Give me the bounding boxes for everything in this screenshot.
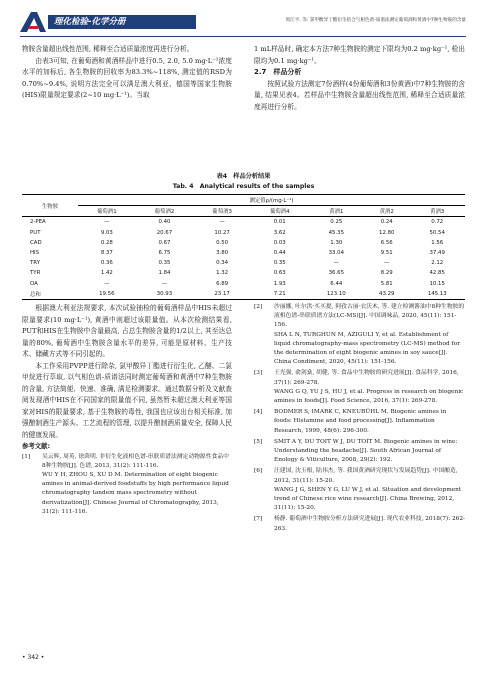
value-cell: 10.15 xyxy=(429,280,445,287)
value-cell: 1.56 xyxy=(431,239,444,246)
amine-name-cell: 2-PEA xyxy=(30,219,46,226)
value-cell: 1.32 xyxy=(216,270,229,277)
value-cell: 23.17 xyxy=(193,289,251,300)
results-table xyxy=(22,194,465,300)
value-cell: 37.49 xyxy=(429,250,445,257)
reference-item xyxy=(254,303,465,367)
row-header-cell: 生物胺 xyxy=(22,195,78,217)
reference-item xyxy=(254,467,465,513)
reference-text: 杨静. 葡萄酒中生物胺分析方法研究进展[J]. 现代农业科技, 2018(7): 262-263. xyxy=(274,516,466,532)
value-cell: 0.28 xyxy=(100,239,113,246)
reference-item xyxy=(22,453,232,517)
column-header-cell: 黄酒2 xyxy=(364,206,409,217)
table-row xyxy=(22,258,465,268)
value-cell: 0.03 xyxy=(273,239,286,246)
reference-number: [2] xyxy=(254,304,263,310)
header-rule xyxy=(20,36,466,37)
value-cell: 43.29 xyxy=(364,289,409,300)
value-cell: — xyxy=(384,260,390,267)
body-paragraph: 按照试验方法测定7份酒样(4份葡萄酒和3份黄酒)中7种生物胺的含量, 结果见表4。若样品中生物胺含量超出线性范围, 稀释至合适质量浓度再进行分析。 xyxy=(254,79,465,111)
value-cell: 42.85 xyxy=(429,270,445,277)
table-caption-en: Tab. 4 Analytical results of the samples xyxy=(172,183,315,190)
value-cell: 50.54 xyxy=(429,229,445,236)
value-cell: — xyxy=(333,260,339,267)
value-cell: 1.84 xyxy=(158,270,171,277)
group-header-cell: 测定值ρ/(mg·L⁻¹) xyxy=(78,195,465,206)
value-cell: 8.37 xyxy=(100,250,113,257)
reference-number: [7] xyxy=(254,516,263,523)
reference-number: [6] xyxy=(254,468,263,475)
reference-text: 吴云辉, 周英, 徐茵明. 非衍生化液相色谱-串联质谱法测定动物源性食品中8种生物胺[J]. 色谱, 2013, 31(2): 111-116. WU Y H, ZHOU S, XU D M. Determination of eight biogenic amines in animal-derived foodstuffs by high performance liquid chromatography tandem mass spectrometry without derivatization[J]. Chinese Journal of Chromatography, 2013, 31(2): 111-116. xyxy=(42,453,229,515)
table-row xyxy=(22,238,465,248)
value-cell: 145.13 xyxy=(409,289,465,300)
value-cell: 0.36 xyxy=(100,260,113,267)
reference-number: [4] xyxy=(254,409,263,416)
bottom-right-column xyxy=(254,303,465,536)
reference-text: 汪建国, 沈玉根, 陆伟杰, 等. 我国黄酒研究现状与发展趋势[J]. 中国酿造, 2012, 31(11): 15-20. WANG J G, SHEN Y G, LU W J, et al. Situation and development trend of Chinese rice wine research[J]. China Brewing, 2012, 31(11): 15-20. xyxy=(274,468,462,512)
amine-name-cell: TYR xyxy=(30,270,41,277)
value-cell: 7.21 xyxy=(251,289,309,300)
references-list xyxy=(22,453,232,517)
table-row xyxy=(22,289,465,300)
value-cell: 9.03 xyxy=(100,229,113,236)
value-cell: 6.44 xyxy=(330,280,343,287)
journal-header xyxy=(20,12,466,34)
reference-item xyxy=(254,515,465,533)
reference-text: BODMER S, IMARK C, KNEUBÜHL M. Biogenic amines in foods: Histamine and food processing[J]. Inflammation Research, 1999, 48(6): 296-300. xyxy=(274,409,447,434)
value-cell: — xyxy=(104,219,110,226)
value-cell: 30.93 xyxy=(136,289,194,300)
table-row xyxy=(22,228,465,238)
value-cell: 0.72 xyxy=(431,219,444,226)
journal-logo-text: 理化检验-化学分册 xyxy=(48,15,196,29)
table-row xyxy=(22,268,465,278)
value-cell: 1.93 xyxy=(273,280,286,287)
body-paragraph: 物胺含量超出线性范围, 稀释至合适质量浓度再进行分析。 xyxy=(22,45,194,53)
value-cell: 0.35 xyxy=(158,260,171,267)
value-cell: 0.44 xyxy=(273,250,286,257)
body-paragraph: 由表3可知, 在葡萄酒和黄酒样品中进行0.5, 2.0, 5.0 mg·L⁻¹浓度水平的加标后, 各生物胺的回收率为83.3%~118%, 测定值的RSD为0.70%~9.4%, 说明方法完全可以满足澳大利亚、德国等国家生物胺(HIS)限量规定要求(2~10 mg·L⁻¹)。当取 xyxy=(22,56,232,99)
references-title: 参考文献: xyxy=(22,442,51,450)
value-cell: 19.56 xyxy=(78,289,136,300)
column-header-cell: 黄酒3 xyxy=(409,206,465,217)
value-cell: 36.65 xyxy=(328,270,345,277)
value-cell: 0.63 xyxy=(273,270,286,277)
value-cell: 3.80 xyxy=(216,250,229,257)
amine-name-cell: 总和 xyxy=(22,289,78,300)
value-cell: 20.67 xyxy=(156,229,173,236)
running-head: 周江平, 等: 氯甲酸异丁酯衍生结合气相色谱-质谱法测定葡萄酒和黄酒中7种生物胺的含量 xyxy=(285,18,466,23)
value-cell: 0.24 xyxy=(380,219,393,226)
column-header-cell: 葡萄酒2 xyxy=(136,206,194,217)
results-table-block xyxy=(22,172,465,300)
value-cell: 0.67 xyxy=(158,239,171,246)
value-cell: 6.89 xyxy=(216,280,229,287)
top-right-column xyxy=(254,44,465,113)
value-cell: 1.30 xyxy=(330,239,343,246)
reference-item xyxy=(254,408,465,436)
amine-name-cell: CAD xyxy=(30,239,42,246)
reference-item xyxy=(254,438,465,466)
column-header-cell: 葡萄酒4 xyxy=(251,206,309,217)
value-cell: 0.25 xyxy=(330,219,343,226)
amine-name-cell: TRY xyxy=(30,260,40,267)
value-cell: 3.62 xyxy=(273,229,286,236)
value-cell: 12.80 xyxy=(379,229,395,236)
body-paragraph: 本工作采用PVPP进行除杂, 氯甲酸异丁酯进行衍生化, 乙醚、二氯甲烷进行萃取, 以气相色谱-质谱法同时测定葡萄酒和黄酒中7种生物胺的含量, 方法简便、快速、准确, 满足检测要求。通过数据分析及文献查阅发现酒中HIS在不同国家的限量值不同, 虽然暂未超过澳大利亚等国家对HIS的限量要求, 基于生物胺的毒性, 我国也应该出台相关标准, 加强酿制酒生产源头、工艺流程的管理, 以提升酿制酒质量安全, 保障人民的健康发展。 xyxy=(22,361,232,439)
table-row xyxy=(22,279,465,289)
value-cell: 0.50 xyxy=(216,239,229,246)
value-cell: 0.01 xyxy=(273,219,286,226)
value-cell: 45.35 xyxy=(328,229,345,236)
value-cell: 6.56 xyxy=(380,239,393,246)
value-cell: 6.75 xyxy=(158,250,171,257)
column-header-cell: 黄酒1 xyxy=(309,206,364,217)
column-header-cell: 葡萄酒1 xyxy=(78,206,136,217)
bottom-left-column xyxy=(22,303,232,519)
amine-name-cell: PUT xyxy=(30,229,41,236)
value-cell: 0.40 xyxy=(158,219,171,226)
reference-text: SMIT A Y, DU TOIT W J, DU TOIT M. Biogenic amines in wine: Understanding the headache[J]. South African Journal of Enology & Viticulture, 2008, 29(2): 192. xyxy=(274,438,458,464)
reference-item xyxy=(254,369,465,406)
value-cell: 2.12 xyxy=(431,260,444,267)
references-list xyxy=(254,303,465,534)
reference-text: 王光强, 俞剑燊, 胡健, 等. 食品中生物胺的研究进展[J]. 食品科学, 2016, 37(1): 269-278. WANG G Q, YU J S, HU J, et al. Progress in research on biogenic amines in foods[J]. Food Science, 2016, 37(1): 269-278. xyxy=(274,370,464,405)
value-cell: 10.27 xyxy=(214,229,230,236)
value-cell: 0.34 xyxy=(216,260,229,267)
reference-number: [5] xyxy=(254,438,263,445)
table-caption-cn: 表4 样品分析结果 xyxy=(216,173,271,180)
value-cell: 123.10 xyxy=(309,289,364,300)
reference-number: [3] xyxy=(254,370,263,377)
reference-text: 沙丽娜, 吐尔洪·买买提, 阿孜古丽·衣沃木, 等. 建立检测酱油中8种生物胺的液相色谱-串联质谱方法(LC-MS)[J]. 中国调味品, 2020, 45(11): 151-156. SHA L N, TURGHUN M, AZIGULI Y, et al. Establishment of liquid chromatography-mass spectrometry (LC-MS) method for the determination of eight biogenic amines in soy sauce[J]. China Condiment, 2020, 45(11): 151-156. xyxy=(274,304,465,366)
value-cell: 8.29 xyxy=(380,270,393,277)
value-cell: 1.42 xyxy=(100,270,113,277)
value-cell: — xyxy=(219,219,225,226)
value-cell: 9.51 xyxy=(380,250,393,257)
table-row xyxy=(22,248,465,258)
body-paragraph: 1 mL样品时, 确定本方法7种生物胺的测定下限均为0.2 mg·kg⁻¹, 检出限均为0.1 mg·kg⁻¹。 xyxy=(254,45,465,65)
value-cell: 33.04 xyxy=(328,250,345,257)
journal-logo xyxy=(20,12,196,32)
value-cell: — xyxy=(104,280,110,287)
section-heading: 2.7 样品分析 xyxy=(254,68,302,76)
table-row xyxy=(22,217,465,228)
amine-name-cell: OA xyxy=(30,280,38,287)
body-paragraph: 根据澳大利亚法规要求, 本次试验抽检的葡萄酒样品中HIS未超过限量要求(10 mg·L⁻¹), 黄酒中则超过该限量值。从本次检测结果看, PUT和HIS在生物胺中含量最高, 占总生物胺含量的1/2以上, 其至达总量的80%, 葡萄酒中生物胺含量水平的差异, 可能是原材料、生产技术、储藏方式等不同引起的。 xyxy=(22,304,232,358)
reference-number: [1] xyxy=(22,453,31,460)
value-cell: — xyxy=(161,280,168,287)
top-left-column xyxy=(22,44,232,102)
page-number: • 342 • xyxy=(22,654,45,661)
amine-name-cell: HIS xyxy=(30,250,40,257)
journal-logo-mark-icon xyxy=(20,12,46,32)
value-cell: 5.81 xyxy=(380,280,393,287)
value-cell: 0.35 xyxy=(273,260,286,267)
column-header-cell: 葡萄酒3 xyxy=(193,206,251,217)
